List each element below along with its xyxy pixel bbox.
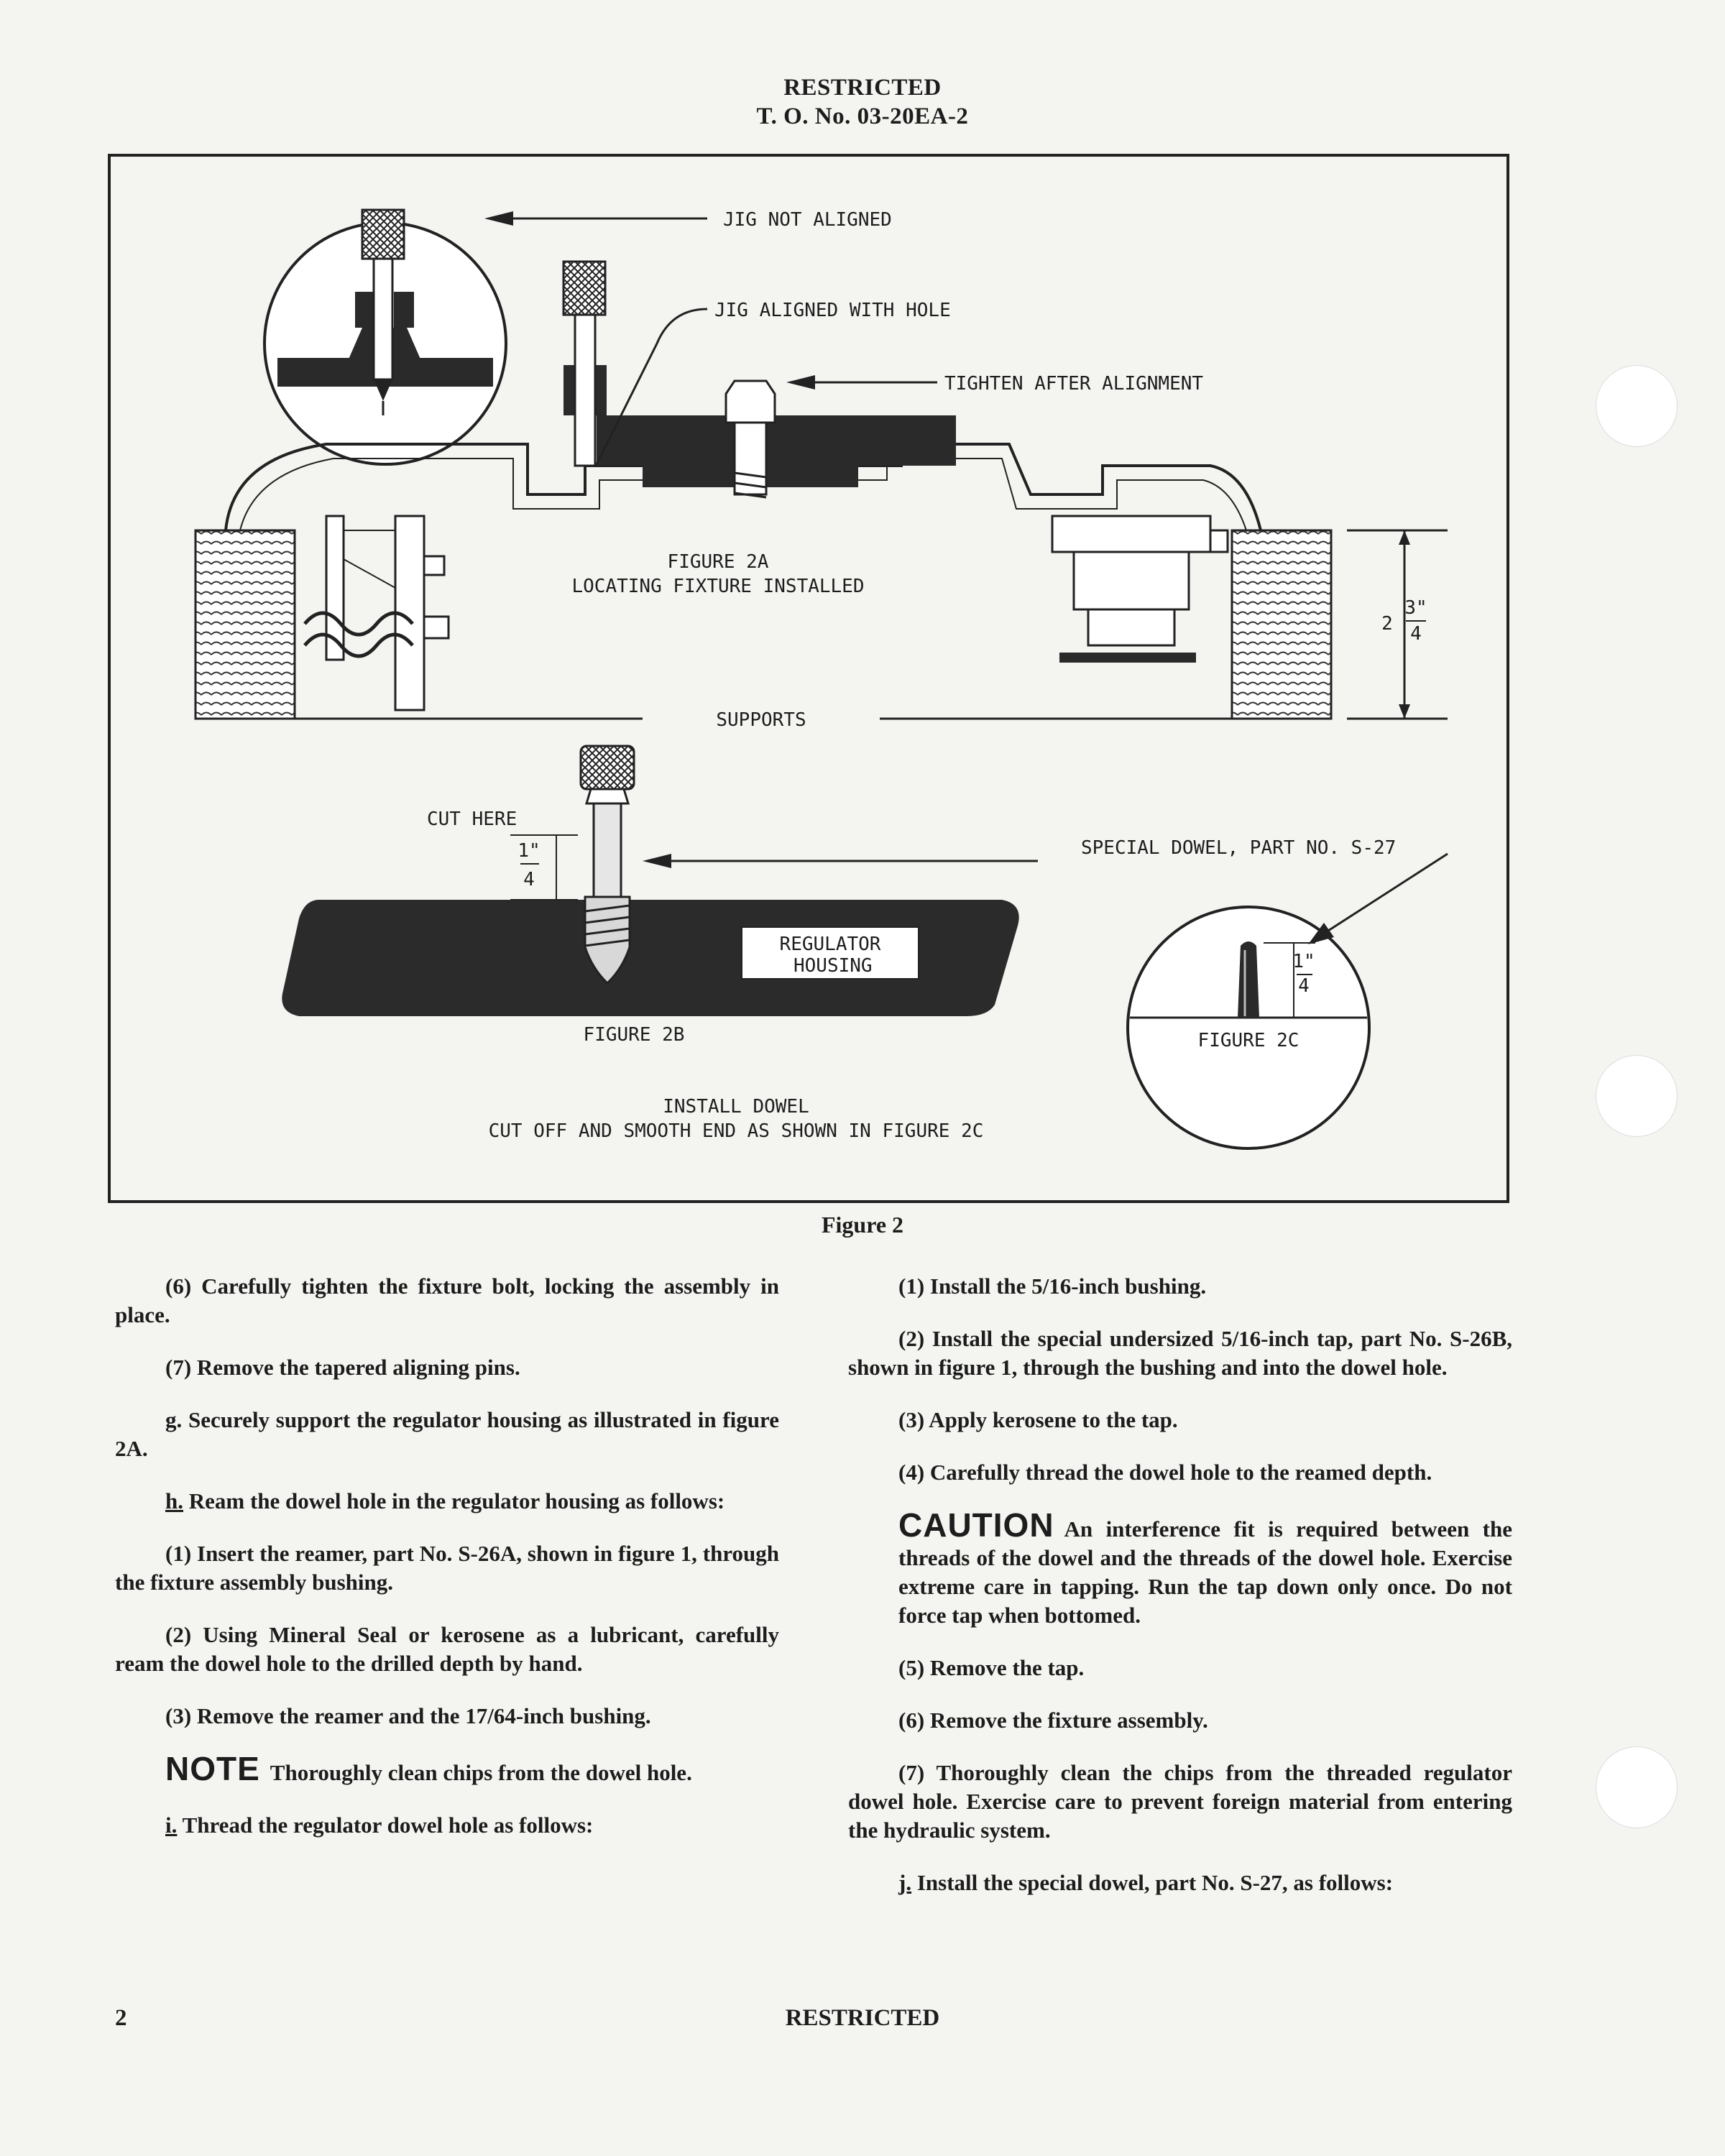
step-i4-thread: (4) Carefully thread the dowel hole to the reamed depth. [898, 1460, 1432, 1485]
label-locating-fixture: LOCATING FIXTURE INSTALLED [571, 576, 865, 597]
classification-header: RESTRICTED [783, 75, 942, 101]
step-h3-remove: (3) Remove the reamer and the 17/64-inch bushing. [165, 1703, 651, 1728]
label-special-dowel: SPECIAL DOWEL, PART NO. S-27 [1081, 837, 1397, 859]
step-h2-ream: (2) Using Mineral Seal or kerosene as a lubricant, carefully ream the dowel hole to the drilled depth by hand. [115, 1622, 779, 1676]
step-7-remove-pins: (7) Remove the tapered aligning pins. [165, 1355, 520, 1380]
dimension-numerator: 3" [1404, 597, 1427, 619]
step-h-text: Ream the dowel hole in the regulator housing as follows: [183, 1488, 725, 1514]
figure-2b-section [282, 746, 1038, 1016]
step-i6-remove-fixture: (6) Remove the fixture assembly. [898, 1708, 1208, 1733]
detail-circle-jig-not-aligned [264, 210, 506, 464]
quarter-denominator: 4 [523, 869, 535, 890]
binder-hole-middle [1596, 1055, 1678, 1137]
step-i7-clean: (7) Thoroughly clean the chips from the threaded regulator dowel hole. Exercise care to prevent foreign material from entering the hydraulic system. [848, 1760, 1512, 1843]
figure-2-frame [108, 154, 1509, 1203]
dimension-whole: 2 [1381, 613, 1393, 635]
step-6-tighten: (6) Carefully tighten the fixture bolt, locking the assembly in place. [115, 1273, 779, 1327]
step-i2-tap: (2) Install the special undersized 5/16-inch tap, part No. S-26B, shown in figure 1, through the bushing and into the dowel hole. [848, 1326, 1512, 1380]
label-tighten: TIGHTEN AFTER ALIGNMENT [944, 373, 1204, 395]
label-housing: HOUSING [794, 955, 873, 977]
step-j-letter: j. [898, 1870, 912, 1895]
caution-word: CAUTION [898, 1506, 1054, 1544]
dimension-marker [1347, 530, 1448, 719]
step-j-text: Install the special dowel, part No. S-27, as follows: [911, 1870, 1394, 1895]
note-text: Thoroughly clean chips from the dowel hole. [270, 1760, 692, 1785]
caution-text: An interference fit is required between the threads of the dowel and the threads of the dowel hole. Exercise extreme care in tapping. Run the tap down only once. Do not force tap when bottomed. [898, 1516, 1512, 1628]
detail-circle-special-dowel [1128, 907, 1369, 1148]
right-column [848, 1272, 1512, 1921]
wood-support-right [1232, 530, 1331, 719]
step-h-ream [115, 1487, 779, 1516]
label-jig-not-aligned: JIG NOT ALIGNED [723, 209, 892, 231]
fig2c-denominator: 4 [1298, 975, 1310, 997]
page-number: 2 [115, 2005, 127, 2031]
dimension-denominator: 4 [1410, 623, 1422, 645]
binder-hole-bottom [1596, 1746, 1678, 1828]
binder-hole-top [1596, 365, 1678, 447]
label-figure-2c: FIGURE 2C [1197, 1030, 1300, 1051]
left-column [115, 1272, 779, 1864]
label-install-dowel: INSTALL DOWEL [663, 1096, 809, 1118]
caution-callout [898, 1506, 1512, 1630]
step-i1-bushing: (1) Install the 5/16-inch bushing. [898, 1273, 1207, 1299]
wood-support-left [196, 530, 295, 719]
classification-footer: RESTRICTED [785, 2005, 940, 2031]
fig2c-numerator: 1" [1292, 951, 1315, 972]
label-cut-off: CUT OFF AND SMOOTH END AS SHOWN IN FIGURE 2C [488, 1120, 984, 1142]
step-i3-kerosene: (3) Apply kerosene to the tap. [898, 1407, 1178, 1432]
step-i5-remove-tap: (5) Remove the tap. [898, 1655, 1085, 1680]
step-j-install [848, 1869, 1512, 1897]
step-i-text: Thread the regulator dowel hole as follows: [177, 1812, 594, 1838]
quarter-numerator: 1" [518, 840, 540, 862]
label-figure-2a: FIGURE 2A [667, 551, 769, 573]
note-callout [165, 1750, 779, 1787]
step-h1-insert: (1) Insert the reamer, part No. S-26A, shown in figure 1, through the fixture assembly bushing. [115, 1541, 779, 1595]
step-i-letter: i. [165, 1812, 178, 1838]
label-regulator: REGULATOR [779, 934, 881, 955]
label-figure-2b: FIGURE 2B [583, 1024, 685, 1046]
label-supports: SUPPORTS [716, 709, 806, 731]
note-word: NOTE [165, 1750, 260, 1787]
figure-2-illustration [111, 157, 1506, 1200]
step-h-letter: h. [165, 1488, 183, 1514]
label-cut-here: CUT HERE [427, 808, 518, 830]
document-number: T. O. No. 03-20EA-2 [756, 103, 969, 129]
step-g-support: g. Securely support the regulator housing as illustrated in figure 2A. [115, 1407, 779, 1461]
label-jig-aligned: JIG ALIGNED WITH HOLE [714, 300, 951, 321]
step-i-thread [115, 1811, 779, 1840]
figure-caption: Figure 2 [821, 1212, 904, 1238]
